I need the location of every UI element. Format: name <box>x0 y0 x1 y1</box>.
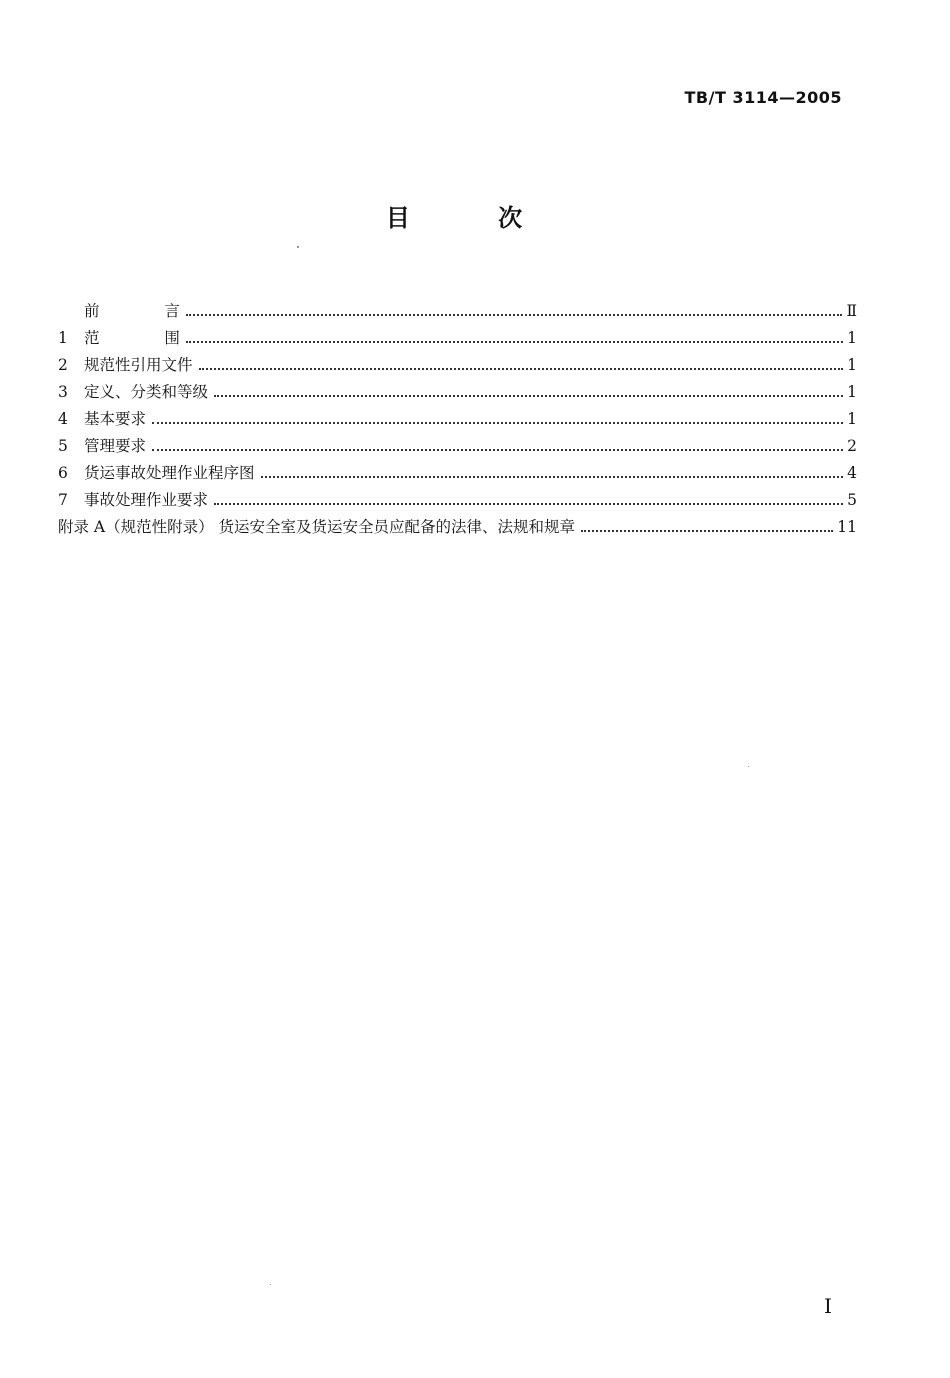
toc-leader-dots <box>152 449 843 451</box>
toc-entry-page: 4 <box>847 464 857 482</box>
table-of-contents <box>58 294 857 537</box>
toc-leader-dots <box>261 476 843 478</box>
toc-entry[interactable] <box>58 348 857 375</box>
toc-entry[interactable] <box>58 510 857 537</box>
toc-entry-number: 1 <box>58 329 68 347</box>
toc-leader-dots <box>186 314 843 316</box>
toc-entry-page: 1 <box>847 410 857 428</box>
standard-code: TB/T 3114—2005 <box>684 88 842 107</box>
toc-entry-title: 前 言 <box>84 302 210 320</box>
toc-leader-dots <box>581 530 833 532</box>
toc-entry[interactable] <box>58 294 857 321</box>
toc-entry-title: 定义、分类和等级 <box>84 383 209 401</box>
scan-speck <box>270 1284 271 1285</box>
toc-entry-number: 2 <box>58 356 68 374</box>
toc-entry[interactable] <box>58 483 857 510</box>
toc-leader-dots <box>199 368 843 370</box>
toc-leader-dots <box>214 503 843 505</box>
toc-entry[interactable] <box>58 429 857 456</box>
toc-entry-title: 基本要求 <box>84 410 147 428</box>
toc-entry-title: 附录 A（规范性附录） 货运安全室及货运安全员应配备的法律、法规和规章 <box>58 518 576 536</box>
toc-entry-page: 5 <box>847 491 857 509</box>
toc-entry-title: 范 围 <box>84 329 210 347</box>
toc-leader-dots <box>186 341 843 343</box>
toc-title: 目 次 <box>385 204 563 232</box>
toc-entry-title: 事故处理作业要求 <box>84 491 209 509</box>
toc-entry-title: 管理要求 <box>84 437 147 455</box>
toc-entry-page: 2 <box>847 437 857 455</box>
toc-entry[interactable] <box>58 456 857 483</box>
toc-entry-page: 1 <box>847 329 857 347</box>
toc-entry[interactable] <box>58 321 857 348</box>
toc-entry-page: Ⅱ <box>846 302 857 320</box>
toc-entry-page: 1 <box>847 356 857 374</box>
toc-entry-title: 规范性引用文件 <box>84 356 193 374</box>
toc-entry[interactable] <box>58 375 857 402</box>
toc-entry-number: 6 <box>58 464 68 482</box>
toc-entry[interactable] <box>58 402 857 429</box>
toc-entry-page: 1 <box>847 383 857 401</box>
toc-leader-dots <box>214 395 843 397</box>
toc-entry-title: 货运事故处理作业程序图 <box>84 464 255 482</box>
toc-entry-number: 5 <box>58 437 68 455</box>
toc-entry-number: 7 <box>58 491 68 509</box>
scan-speck <box>297 246 299 248</box>
toc-entry-page: 11 <box>837 518 857 536</box>
toc-entry-number: 4 <box>58 410 68 428</box>
scan-speck <box>748 766 749 767</box>
toc-entry-number: 3 <box>58 383 68 401</box>
page-number: I <box>824 1294 832 1318</box>
toc-leader-dots <box>152 422 843 424</box>
